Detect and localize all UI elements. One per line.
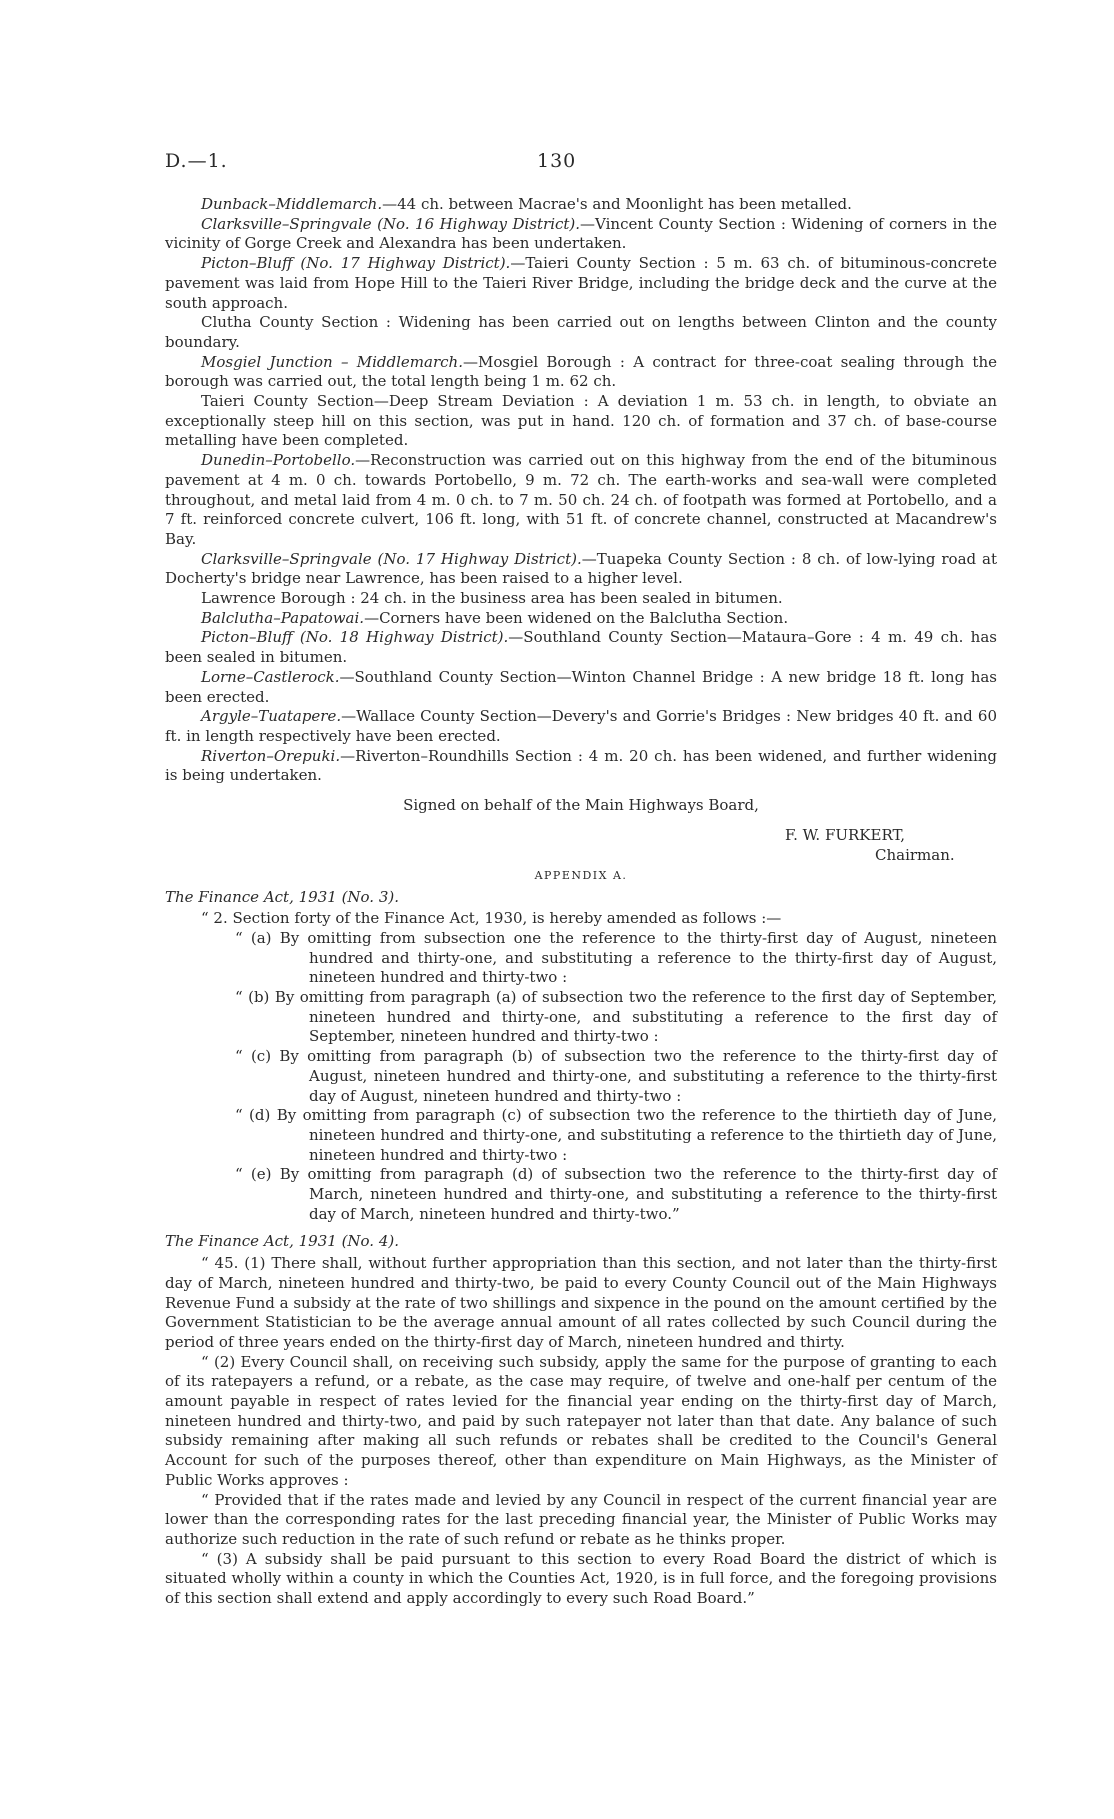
section-paragraph: “ (2) Every Council shall, on receiving such subsidy, apply the same for the purpose of granting to each of its ratepayers a refund, or a rebate, as the case may require, of twelve and one-half per centum of the amount payable in respect of rates levied for the financial year ending on the thirty-first day of March, nineteen hundred and thirty-two, and paid by such ratepayer not later than that date. Any balance of such subsidy remaining after making all such refunds or rebates shall be credited to the Council's General Account for such of the purposes thereof, other than expenditure on Main Highways, as the Minister of Public Works approves :: [165, 1352, 997, 1489]
paragraph-text: —Mosgiel Borough : A contract for three-coat sealing through the borough was carried out, the total length being 1 m. 62 ch.: [165, 352, 997, 391]
section-paragraph: “ Provided that if the rates made and levied by any Council in respect of the current financial year are lower than the corresponding rates for the last preceding financial year, the Minister of Public Works may authorize such reduction in the rate of such refund or rebate as he thinks proper.: [165, 1490, 997, 1548]
section-paragraph: “ 45. (1) There shall, without further appropriation than this section, and not later than the thirty-first day of March, nineteen hundred and thirty-two, be paid to every County Council out of the Main Highways Revenue Fund a subsidy at the rate of two shillings and sixpence in the pound on the amount certified by the Government Statistician to be the average annual amount of all rates collected by such Council during the period of three years ended on the thirty-first day of March, nineteen hundred and thirty.: [165, 1254, 997, 1351]
page-number: 130: [537, 150, 577, 172]
paragraph-text: —Vincent County Section : Widening of corners in the vicinity of Gorge Creek and Alexandra has been undertaken.: [165, 214, 997, 253]
highway-name: Mosgiel Junction – Middlemarch.: [201, 352, 463, 371]
report-paragraph: [165, 609, 997, 629]
report-paragraph: [165, 628, 997, 667]
report-paragraph: [165, 254, 997, 313]
report-paragraph: [165, 215, 997, 254]
highway-name: Picton–Bluff (No. 17 Highway District).: [201, 254, 511, 273]
report-paragraph: [165, 313, 997, 352]
report-paragraph: [165, 451, 997, 550]
highway-name: Balclutha–Papatowai.: [201, 608, 365, 627]
report-paragraph: [165, 353, 997, 392]
amendment-item: “ (b) By omitting from paragraph (a) of subsection two the reference to the first day of September, nineteen hundred and thirty-one, and substituting a reference to the first day of September, nineteen hundred and thirty-two :: [235, 988, 997, 1046]
appendix-heading: APPENDIX A.: [534, 868, 628, 882]
paragraph-text: —Tuapeka County Section : 8 ch. of low-lying road at Docherty's bridge near Lawrence, has been raised to a higher level.: [165, 549, 997, 588]
signature-block: [165, 822, 997, 880]
signatory-title: Chairman.: [875, 845, 955, 864]
paragraph-text: —Southland County Section—Mataura–Gore : 4 m. 49 ch. has been sealed in bitumen.: [165, 628, 997, 667]
highway-name: Clarksville–Springvale (No. 17 Highway District).: [201, 549, 582, 568]
paragraph-text: —Riverton–Roundhills Section : 4 m. 20 ch. has been widened, and further widening is being undertaken.: [165, 746, 997, 785]
amendment-item: “ (a) By omitting from subsection one the reference to the thirty-first day of August, nineteen hundred and thirty-one, and substituting a reference to the thirty-first day of August, nineteen hundred and thirty-two :: [235, 928, 997, 987]
paragraph-text: Clutha County Section : Widening has been carried out on lengths between Clinton and the county boundary.: [165, 313, 997, 351]
act-title-finance-act-no3: The Finance Act, 1931 (No. 3).: [165, 887, 400, 906]
highway-name: Dunedin–Portobello.: [201, 451, 356, 470]
act-section-paragraphs: [165, 1254, 997, 1609]
paragraph-text: —Corners have been widened on the Balclutha Section.: [364, 608, 789, 627]
highway-name: Dunback–Middlemarch.: [201, 195, 383, 213]
signatory-name: F. W. FURKERT,: [785, 825, 906, 844]
paragraph-text: Lawrence Borough : 24 ch. in the business area has been sealed in bitumen.: [201, 589, 783, 608]
amendment-item: “ (d) By omitting from paragraph (c) of subsection two the reference to the thirtieth day of June, nineteen hundred and thirty-one, and substituting a reference to the thirtieth day of June, nineteen hundred and thirty-two :: [235, 1106, 997, 1164]
highway-name: Argyle–Tuatapere.: [201, 707, 342, 726]
section-paragraph: “ (3) A subsidy shall be paid pursuant to this section to every Road Board the district of which is situated wholly within a county in which the Counties Act, 1920, is in full force, and the foregoing provisions of this section shall extend and apply accordingly to every such Road Board.”: [165, 1549, 997, 1608]
act-intro: “ 2. Section forty of the Finance Act, 1930, is hereby amended as follows :—: [201, 909, 782, 928]
report-paragraph: [165, 550, 997, 589]
paragraph-text: —Southland County Section—Winton Channel Bridge : A new bridge 18 ft. long has been erected.: [165, 667, 997, 706]
report-paragraphs: [165, 195, 997, 786]
paragraph-text: —Wallace County Section—Devery's and Gorrie's Bridges : New bridges 40 ft. and 60 ft. in length respectively have been erected.: [165, 707, 997, 745]
highway-name: Clarksville–Springvale (No. 16 Highway District).: [201, 214, 581, 233]
report-paragraph: [165, 747, 997, 786]
signoff-line: Signed on behalf of the Main Highways Board,: [403, 796, 759, 815]
report-paragraph: [165, 589, 997, 609]
highway-name: Riverton–Orepuki.: [201, 746, 341, 765]
amendment-item: “ (e) By omitting from paragraph (d) of subsection two the reference to the thirty-first day of March, nineteen hundred and thirty-one, and substituting a reference to the thirty-first day of March, nineteen hundred and thirty-two.”: [235, 1165, 997, 1223]
paragraph-text: Taieri County Section—Deep Stream Deviation : A deviation 1 m. 53 ch. in length, to obviate an exceptionally steep hill on this section, was put in hand. 120 ch. of formation and 37 ch. of base-course metalling have been completed.: [165, 392, 997, 450]
amendment-list: [165, 929, 997, 1225]
highway-name: Lorne–Castlerock.: [201, 667, 340, 686]
report-paragraph: [165, 707, 997, 746]
report-paragraph: [165, 668, 997, 707]
highway-name: Picton–Bluff (No. 18 Highway District).: [201, 628, 509, 647]
paragraph-text: —Reconstruction was carried out on this highway from the end of the bituminous pavement at 4 m. 0 ch. towards Portobello, 9 m. 72 ch. The earth-works and sea-wall were completed throughout, and metal laid from 4 m. 0 ch. to 7 m. 50 ch. 24 ch. of footpath was formed at Portobello, and a 7 ft. reinforced concrete culvert, 106 ft. long, with 51 ft. of concrete channel, constructed at Macandrew's Bay.: [165, 451, 997, 548]
report-paragraph: [165, 195, 997, 215]
paragraph-text: —44 ch. between Macrae's and Moonlight has been metalled.: [382, 195, 852, 213]
document-reference: D.—1.: [165, 150, 228, 172]
report-paragraph: [165, 392, 997, 451]
document-body: [165, 195, 997, 1609]
act-title-finance-act-no4: The Finance Act, 1931 (No. 4).: [165, 1232, 400, 1251]
paragraph-text: —Taieri County Section : 5 m. 63 ch. of bituminous-concrete pavement was laid from Hope Hill to the Taieri River Bridge, including the bridge deck and the curve at the south approach.: [165, 254, 997, 312]
amendment-item: “ (c) By omitting from paragraph (b) of subsection two the reference to the thirty-first day of August, nineteen hundred and thirty-one, and substituting a reference to the thirty-first day of August, nineteen hundred and thirty-two :: [235, 1047, 997, 1105]
